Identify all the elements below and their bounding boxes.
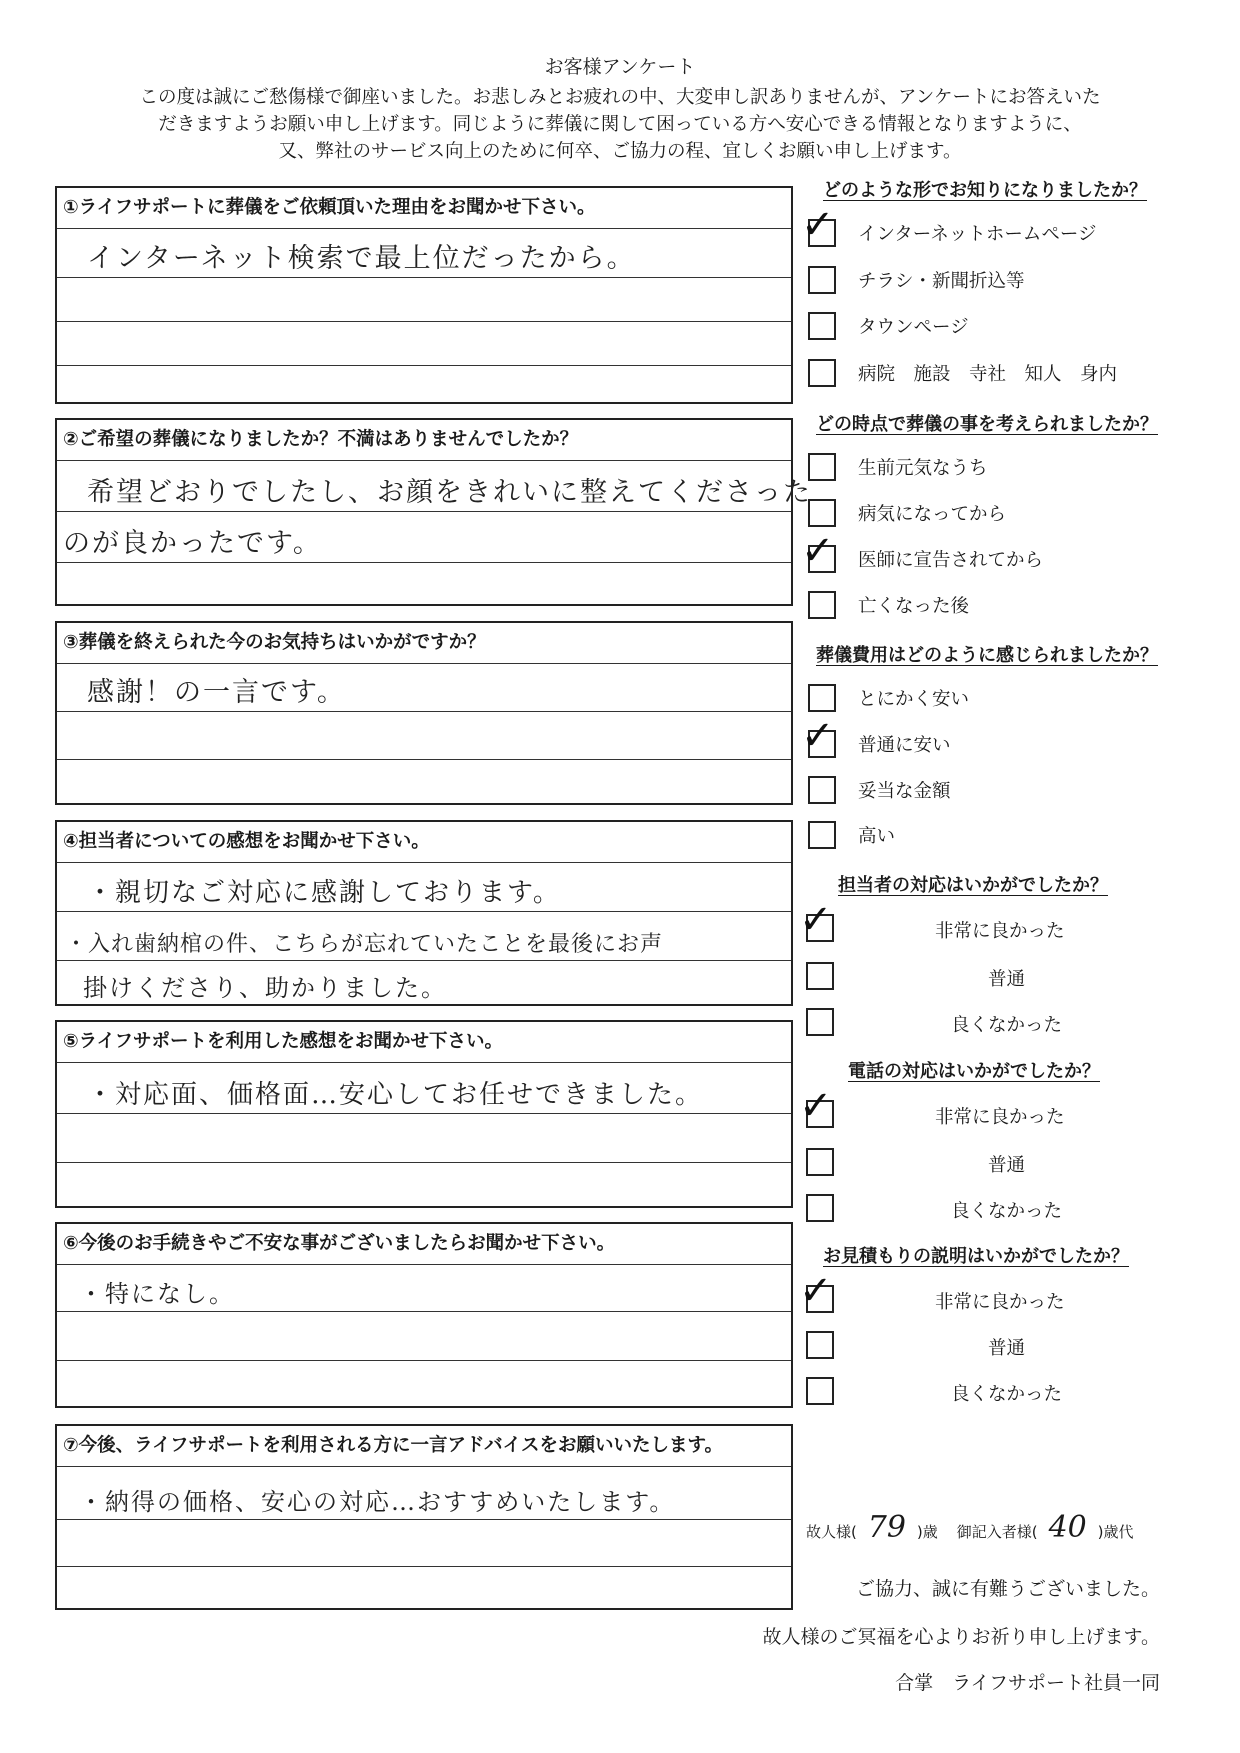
answer-line[interactable] — [57, 229, 791, 278]
side-option[interactable] — [808, 818, 895, 852]
side-option-label: 非常に良かった — [935, 1292, 1065, 1313]
answer-line[interactable] — [57, 760, 791, 804]
side-option[interactable] — [801, 713, 951, 761]
side-option-label: 亡くなった後 — [858, 596, 970, 617]
question-7-box — [55, 1424, 793, 1610]
side-option[interactable] — [801, 528, 1044, 576]
checkbox[interactable] — [799, 1268, 834, 1314]
side-option[interactable] — [799, 1083, 834, 1131]
side-question-4-label: 担当者の対応はいかがでしたか？ — [838, 875, 1108, 896]
side-option-label: タウンページ — [858, 317, 969, 338]
side-option[interactable] — [808, 263, 1025, 297]
deceased-age-value[interactable]: 79 — [867, 1510, 906, 1545]
question-6-label: ⑥今後のお手続きやご不安な事がございましたらお聞かせ下さい。 — [57, 1224, 791, 1265]
side-option-label: 良くなかった — [951, 1015, 1063, 1036]
answer-line[interactable] — [57, 1361, 791, 1407]
question-2-label: ②ご希望の葬儀になりましたか？不満はありませんでしたか？ — [57, 420, 791, 461]
age-row — [806, 1510, 1134, 1545]
answer-line[interactable] — [57, 1265, 791, 1312]
deceased-age-unit: )歳 — [916, 1523, 938, 1541]
side-option-label: 妥当な金額 — [858, 781, 951, 802]
checkbox[interactable] — [801, 202, 836, 248]
side-option[interactable] — [806, 1005, 834, 1039]
answer-line[interactable] — [57, 1520, 791, 1567]
handwritten-answer: 希望どおりでしたし、お顔をきれいに整えてくださった — [87, 477, 812, 508]
side-option[interactable] — [808, 309, 969, 343]
answer-line[interactable] — [57, 366, 791, 396]
checkbox[interactable] — [808, 776, 836, 804]
side-option-label: チラシ・新聞折込等 — [858, 271, 1025, 292]
intro-text — [60, 84, 1180, 165]
checkbox[interactable] — [808, 499, 836, 527]
question-5-label: ⑤ライフサポートを利用した感想をお聞かせ下さい。 — [57, 1022, 791, 1063]
side-option-label: 普通 — [988, 1155, 1026, 1176]
check-mark-icon: ✓ — [799, 1268, 833, 1314]
handwritten-answer: のが良かったです。 — [63, 528, 322, 559]
checkbox[interactable] — [808, 591, 836, 619]
side-option[interactable] — [808, 773, 951, 807]
side-option-label: 非常に良かった — [935, 921, 1065, 942]
side-option[interactable] — [799, 897, 834, 945]
side-option-label: とにかく安い — [858, 689, 970, 710]
side-question-6-label: お見積もりの説明はいかがでしたか？ — [823, 1246, 1129, 1267]
side-option[interactable] — [806, 1374, 834, 1408]
side-option-label: インターネットホームページ — [858, 224, 1097, 245]
checkbox[interactable] — [806, 962, 834, 990]
side-question-2-label: どの時点で葬儀の事を考えられましたか？ — [816, 414, 1158, 435]
prayer-text: 故人様のご冥福を心よりお祈り申し上げます。 — [762, 1626, 1160, 1648]
checkbox[interactable] — [808, 453, 836, 481]
handwritten-answer: 感謝！の一言です。 — [87, 677, 346, 708]
writer-age-unit: )歳代 — [1097, 1523, 1134, 1541]
answer-line[interactable] — [57, 1312, 791, 1361]
check-mark-icon: ✓ — [801, 202, 835, 248]
side-option-label: 病気になってから — [858, 504, 1007, 525]
side-option-label: 高い — [858, 826, 896, 847]
question-6-box — [55, 1222, 793, 1408]
answer-line[interactable] — [57, 712, 791, 760]
handwritten-answer: ・親切なご対応に感謝しております。 — [87, 878, 561, 908]
side-option[interactable] — [799, 1268, 834, 1316]
question-2-box — [55, 418, 812, 606]
survey-title: お客様アンケート — [544, 56, 696, 78]
side-option[interactable] — [806, 1145, 834, 1179]
intro-line: 又、弊社のサービス向上のために何卒、ご協力の程、宜しくお願い申し上げます。 — [278, 141, 962, 162]
checkbox[interactable] — [806, 1331, 834, 1359]
answer-line[interactable] — [57, 563, 791, 605]
question-1-label: ①ライフサポートに葬儀をご依頼頂いた理由をお聞かせ下さい。 — [57, 188, 791, 229]
side-option[interactable] — [806, 1328, 834, 1362]
question-7-label: ⑦今後、ライフサポートを利用される方に一言アドバイスをお願いいたします。 — [57, 1426, 791, 1467]
side-option-label: 良くなかった — [951, 1384, 1063, 1405]
deceased-age-label: 故人様( — [806, 1523, 857, 1541]
side-option[interactable] — [806, 959, 834, 993]
checkbox[interactable] — [808, 684, 836, 712]
side-option-label: 非常に良かった — [935, 1107, 1065, 1128]
answer-line[interactable] — [57, 664, 791, 712]
side-option[interactable] — [806, 1191, 834, 1225]
question-3-label: ③葬儀を終えられた今のお気持ちはいかがですか？ — [57, 623, 791, 664]
question-1-box — [55, 186, 793, 404]
answer-line[interactable] — [57, 961, 791, 1005]
answer-line[interactable] — [57, 912, 791, 961]
check-mark-icon: ✓ — [801, 713, 835, 759]
side-question-3-label: 葬儀費用はどのように感じられましたか？ — [816, 645, 1158, 666]
checkbox[interactable] — [801, 528, 836, 574]
answer-line[interactable] — [57, 1163, 791, 1207]
side-option-label: 普通 — [988, 969, 1026, 990]
side-question-1-label: どのような形でお知りになりましたか？ — [823, 180, 1147, 201]
handwritten-answer: ・入れ歯納棺の件、こちらが忘れていたことを最後にお声 — [65, 932, 664, 957]
question-3-box — [55, 621, 793, 805]
checkbox[interactable] — [808, 359, 836, 387]
check-mark-icon: ✓ — [799, 1083, 833, 1129]
handwritten-answer: インターネット検索で最上位だったから。 — [87, 243, 636, 274]
question-5-box — [55, 1020, 793, 1208]
checkbox[interactable] — [799, 897, 834, 943]
answer-line[interactable] — [57, 1063, 791, 1114]
answer-line[interactable] — [57, 322, 791, 366]
checkbox[interactable] — [806, 1377, 834, 1405]
check-mark-icon: ✓ — [799, 897, 833, 943]
question-4-label: ④担当者についての感想をお聞かせ下さい。 — [57, 822, 791, 863]
checkbox[interactable] — [808, 266, 836, 294]
side-option[interactable] — [808, 450, 988, 484]
side-option[interactable] — [808, 356, 1117, 390]
writer-age-label: 御記入者様( — [956, 1523, 1038, 1541]
side-option-label: 医師に宣告されてから — [858, 550, 1044, 571]
answer-line[interactable] — [57, 1567, 791, 1611]
answer-line[interactable] — [57, 863, 791, 912]
answer-line[interactable] — [57, 1467, 791, 1520]
checkbox[interactable] — [801, 713, 836, 759]
answer-line[interactable] — [57, 461, 812, 512]
side-option[interactable] — [808, 496, 1006, 530]
checkbox[interactable] — [808, 821, 836, 849]
question-4-box — [55, 820, 793, 1006]
side-option-label: 生前元気なうち — [858, 458, 988, 479]
check-mark-icon: ✓ — [801, 528, 835, 574]
side-option-label: 普通に安い — [858, 735, 951, 756]
checkbox[interactable] — [808, 312, 836, 340]
checkbox[interactable] — [806, 1148, 834, 1176]
intro-line: この度は誠にご愁傷様で御座いました。お悲しみとお疲れの中、大変申し訳ありませんが、アンケートにお答えいた — [139, 87, 1101, 108]
side-option-label: 普通 — [988, 1338, 1026, 1359]
side-option[interactable] — [808, 588, 969, 622]
handwritten-answer: ・納得の価格、安心の対応…おすすめいたします。 — [79, 1488, 676, 1516]
checkbox[interactable] — [799, 1083, 834, 1129]
handwritten-answer: ・特になし。 — [79, 1280, 235, 1308]
answer-line[interactable] — [57, 278, 791, 322]
signature-text: 合掌 ライフサポート社員一同 — [895, 1672, 1160, 1694]
intro-line: だきますようお願い申し上げます。同じように葬儀に関して困っている方へ安心できる情報となりますように、 — [158, 114, 1082, 135]
side-question-5-label: 電話の対応はいかがでしたか？ — [848, 1061, 1100, 1082]
handwritten-answer: ・対応面、価格面…安心してお任せできました。 — [87, 1080, 704, 1110]
side-option[interactable] — [801, 202, 1097, 250]
side-option[interactable] — [808, 681, 969, 715]
answer-line[interactable] — [57, 512, 791, 563]
answer-line[interactable] — [57, 1114, 791, 1163]
thanks-text: ご協力、誠に有難うございました。 — [855, 1578, 1160, 1600]
checkbox[interactable] — [806, 1194, 834, 1222]
handwritten-answer: 掛けくださり、助かりました。 — [83, 974, 447, 1002]
side-option-label: 病院 施設 寺社 知人 身内 — [858, 364, 1118, 385]
writer-age-value[interactable]: 40 — [1048, 1510, 1087, 1545]
checkbox[interactable] — [806, 1008, 834, 1036]
side-option-label: 良くなかった — [951, 1201, 1063, 1222]
